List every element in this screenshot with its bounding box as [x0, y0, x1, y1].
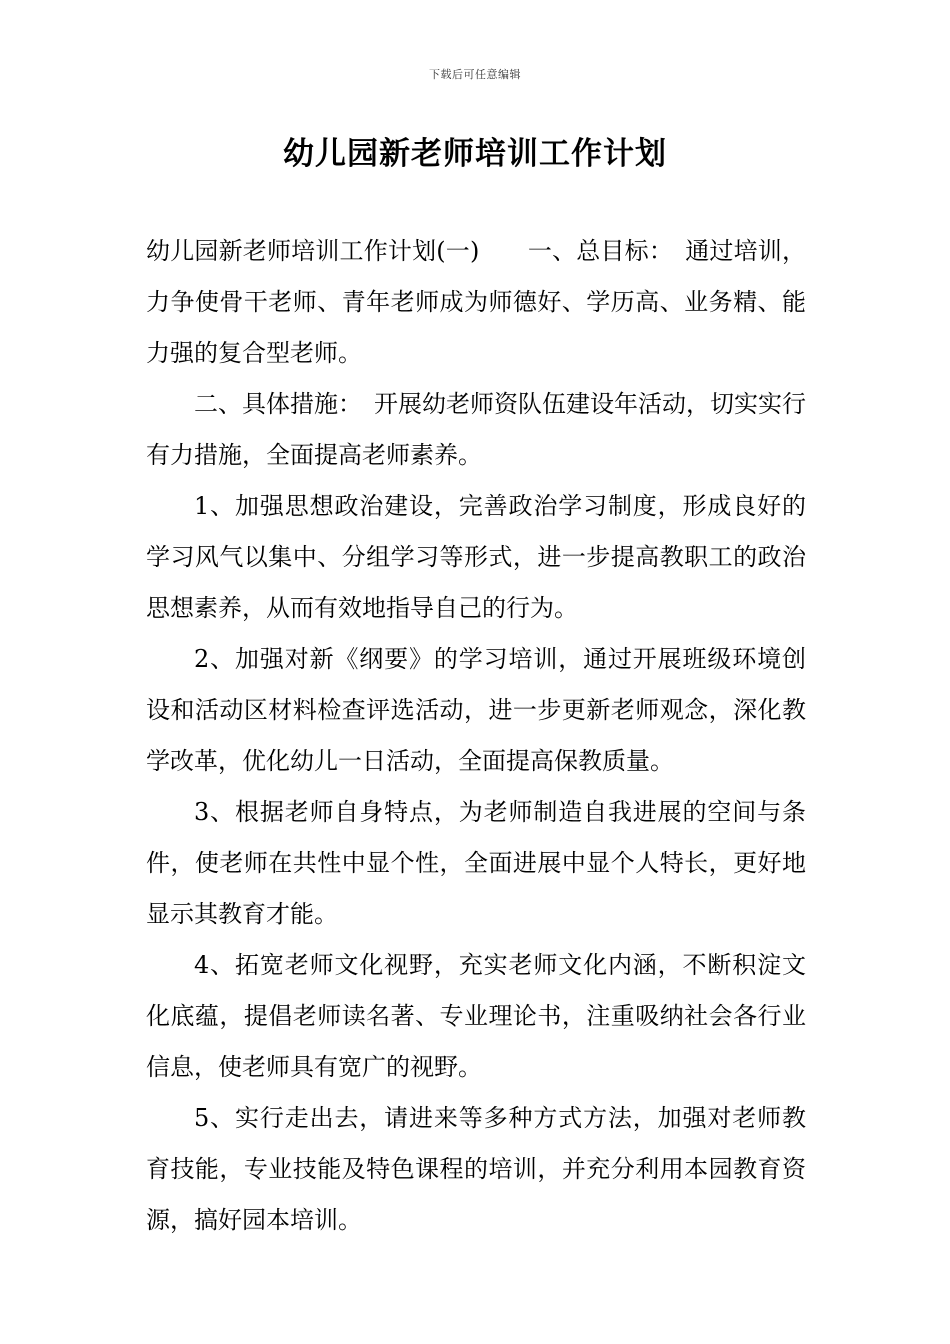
header-note: 下载后可任意编辑	[429, 68, 521, 81]
paragraph-intro: 幼儿园新老师培训工作计划(一) 一、总目标： 通过培训，力争使骨干老师、青年老师成为师德好、学历高、业务精、能力强的复合型老师。	[146, 237, 806, 367]
paragraph-item-3: 3、根据老师自身特点，为老师制造自我进展的空间与条件，使老师在共性中显个性，全面进展中显个人特长，更好地显示其教育才能。	[146, 798, 806, 928]
paragraph-measures: 二、具体措施： 开展幼老师资队伍建设年活动，切实实行有力措施，全面提高老师素养。	[146, 390, 806, 469]
document-body	[146, 226, 806, 1246]
paragraph-item-1: 1、加强思想政治建设，完善政治学习制度，形成良好的学习风气以集中、分组学习等形式，进一步提高教职工的政治思想素养，从而有效地指导自己的行为。	[146, 492, 806, 622]
paragraph-item-4: 4、拓宽老师文化视野，充实老师文化内涵，不断积淀文化底蕴，提倡老师读名著、专业理论书，注重吸纳社会各行业信息，使老师具有宽广的视野。	[146, 951, 806, 1081]
document-title: 幼儿园新老师培训工作计划	[283, 136, 667, 172]
paragraph-item-2: 2、加强对新《纲要》的学习培训，通过开展班级环境创设和活动区材料检查评选活动，进一步更新老师观念，深化教学改革，优化幼儿一日活动，全面提高保教质量。	[146, 645, 806, 775]
paragraph-item-5: 5、实行走出去，请进来等多种方式方法，加强对老师教育技能，专业技能及特色课程的培训，并充分利用本园教育资源，搞好园本培训。	[146, 1104, 806, 1234]
